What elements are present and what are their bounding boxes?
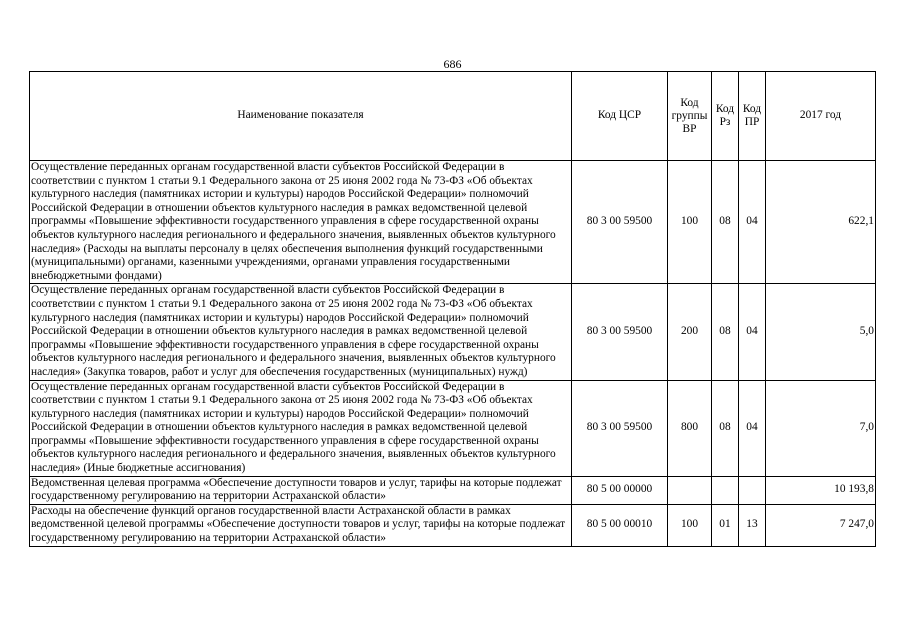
table-row bbox=[30, 380, 876, 476]
row-csr: 80 3 00 59500 bbox=[572, 161, 668, 284]
header-name: Наименование показателя bbox=[30, 72, 572, 161]
page-number: 686 bbox=[443, 57, 462, 71]
row-vr: 200 bbox=[668, 284, 712, 380]
header-rz-line2: Рз bbox=[719, 116, 731, 128]
header-row bbox=[30, 72, 876, 161]
table-row bbox=[30, 161, 876, 284]
row-pr: 13 bbox=[739, 504, 766, 546]
row-rz bbox=[712, 476, 739, 504]
row-vr bbox=[668, 476, 712, 504]
row-pr: 04 bbox=[739, 284, 766, 380]
table-row bbox=[30, 504, 876, 546]
header-year: 2017 год bbox=[766, 72, 876, 161]
row-rz: 01 bbox=[712, 504, 739, 546]
row-name: Ведомственная целевая программа «Обеспечение доступности товаров и услуг, тарифы на которые подлежат государственному регулированию на территории Астраханской области» bbox=[30, 476, 572, 504]
row-amount: 7 247,0 bbox=[766, 504, 876, 546]
table-row bbox=[30, 476, 876, 504]
row-amount: 7,0 bbox=[766, 380, 876, 476]
header-pr-line1: Код bbox=[742, 103, 762, 115]
table-body bbox=[30, 161, 876, 547]
table-row bbox=[30, 284, 876, 380]
row-amount: 622,1 bbox=[766, 161, 876, 284]
row-csr: 80 3 00 59500 bbox=[572, 380, 668, 476]
budget-table bbox=[29, 71, 876, 547]
row-name: Осуществление переданных органам государственной власти субъектов Российской Федерации в соответствии с пунктом 1 статьи 9.1 Федерального закона от 25 июня 2002 года № 73-ФЗ «Об объектах культурного наследия (памятниках истории и культуры) народов Российской Федерации» полномочий Российской Федерации в отношении объектов культурного наследия в рамках ведомственной целевой программы «Повышение эффективности государственного управления в сфере государственной охраны объектов культурного наследия регионального и федерального значения, выявленных объектов культурного наследия» (Закупка товаров, работ и услуг для обеспечения государственных (муниципальных) нужд) bbox=[30, 284, 572, 380]
header-vr bbox=[668, 72, 712, 161]
header-rz-line1: Код bbox=[715, 103, 735, 115]
header-csr: Код ЦСР bbox=[572, 72, 668, 161]
header-vr-line3: ВР bbox=[682, 122, 697, 135]
row-name: Осуществление переданных органам государственной власти субъектов Российской Федерации в соответствии с пунктом 1 статьи 9.1 Федерального закона от 25 июня 2002 года № 73-ФЗ «Об объектах культурного наследия (памятниках истории и культуры) народов Российской Федерации» полномочий Российской Федерации в отношении объектов культурного наследия в рамках ведомственной целевой программы «Повышение эффективности государственного управления в сфере государственной охраны объектов культурного наследия регионального и федерального значения, выявленных объектов культурного наследия» (Расходы на выплаты персоналу в целях обеспечения выполнения функций государственными (муниципальными) органами, казенными учреждениями, органами управления государственными внебюджетными фондами) bbox=[30, 161, 572, 284]
row-rz: 08 bbox=[712, 161, 739, 284]
row-rz: 08 bbox=[712, 284, 739, 380]
row-vr: 100 bbox=[668, 161, 712, 284]
row-pr: 04 bbox=[739, 161, 766, 284]
header-pr bbox=[739, 72, 766, 161]
row-csr: 80 3 00 59500 bbox=[572, 284, 668, 380]
header-vr-line2: группы bbox=[671, 109, 708, 122]
row-pr: 04 bbox=[739, 380, 766, 476]
header-pr-line2: ПР bbox=[744, 116, 760, 128]
row-name: Расходы на обеспечение функций органов государственной власти Астраханской области в рамках ведомственной целевой программы «Обеспечение доступности товаров и услуг, тарифы на которые подлежат государственному регулированию на территории Астраханской области» bbox=[30, 504, 572, 546]
row-csr: 80 5 00 00000 bbox=[572, 476, 668, 504]
row-amount: 10 193,8 bbox=[766, 476, 876, 504]
table-header bbox=[30, 72, 876, 161]
header-rz bbox=[712, 72, 739, 161]
header-vr-line1: Код bbox=[680, 96, 699, 109]
row-pr bbox=[739, 476, 766, 504]
row-vr: 800 bbox=[668, 380, 712, 476]
row-vr: 100 bbox=[668, 504, 712, 546]
row-csr: 80 5 00 00010 bbox=[572, 504, 668, 546]
row-rz: 08 bbox=[712, 380, 739, 476]
row-amount: 5,0 bbox=[766, 284, 876, 380]
row-name: Осуществление переданных органам государственной власти субъектов Российской Федерации в соответствии с пунктом 1 статьи 9.1 Федерального закона от 25 июня 2002 года № 73-ФЗ «Об объектах культурного наследия (памятниках истории и культуры) народов Российской Федерации» полномочий Российской Федерации в отношении объектов культурного наследия в рамках ведомственной целевой программы «Повышение эффективности государственного управления в сфере государственной охраны объектов культурного наследия регионального и федерального значения, выявленных объектов культурного наследия» (Иные бюджетные ассигнования) bbox=[30, 380, 572, 476]
